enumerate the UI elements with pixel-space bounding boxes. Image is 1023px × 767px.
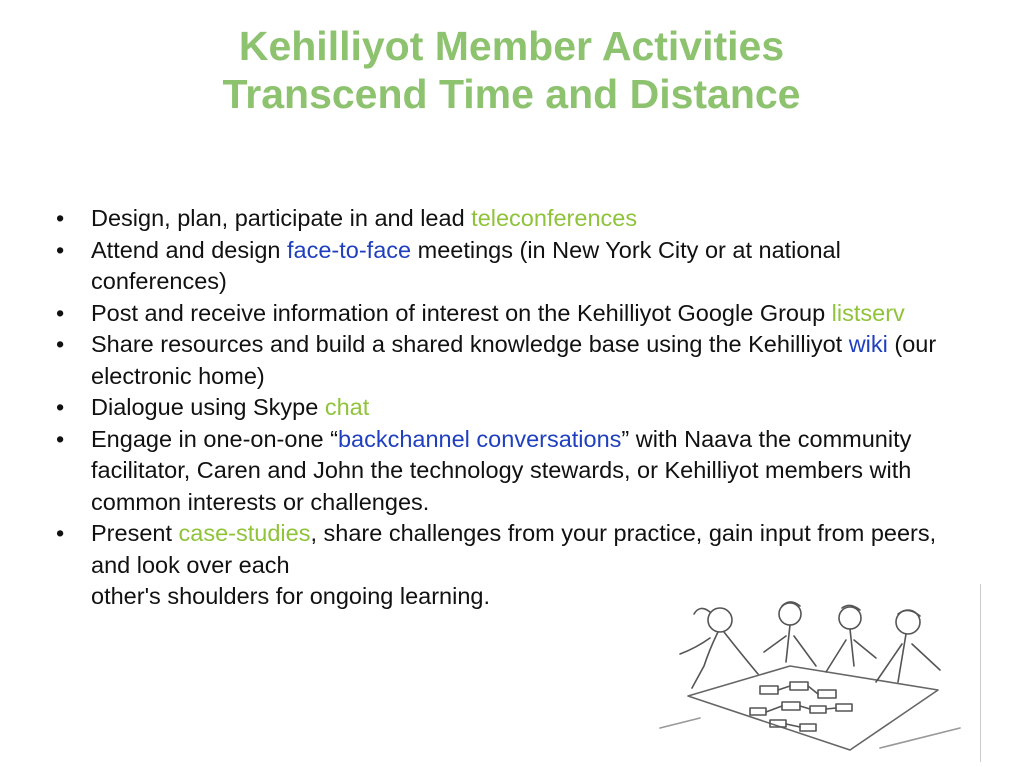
- highlight-term: backchannel conversations: [337, 425, 622, 452]
- bullet-dot: •: [56, 299, 65, 326]
- slide-title: [0, 22, 1023, 118]
- bullet-dot: •: [56, 394, 65, 420]
- highlight-term: chat: [324, 394, 370, 420]
- highlight-term: case-studies: [178, 520, 311, 546]
- bullet-text: Dialogue using Skype: [91, 394, 325, 420]
- bullet-text: other's shoulders for ongoing learning.: [91, 583, 491, 609]
- bullet-item: [56, 392, 966, 424]
- bullet-item: [56, 235, 966, 298]
- bullet-text: ” with Naava the community facilitator, Caren and John the technology stewards, or Kehilliyot members with common interests or challenges.: [91, 425, 912, 515]
- bullet-dot: •: [56, 205, 65, 231]
- bullet-text: (our electronic home): [91, 331, 937, 389]
- bullet-text: , share challenges from your practice, gain input from peers, and look over each: [91, 520, 937, 578]
- bullet-item: [56, 203, 966, 235]
- bullet-text: meetings (in New York City or at national conferences): [91, 236, 841, 294]
- bullet-item: [56, 424, 966, 519]
- title-line-1: Kehilliyot Member Activities: [238, 23, 785, 69]
- title-line-2: Transcend Time and Distance: [222, 71, 801, 117]
- bullet-item: [56, 329, 966, 392]
- bullet-text: Present: [91, 520, 179, 546]
- highlight-term: wiki: [848, 331, 888, 357]
- bullet-dot: •: [56, 331, 65, 357]
- bullet-text: Engage in one-on-one “: [91, 425, 338, 452]
- bullet-text: Post and receive information of interest on the Kehilliyot Google Group: [91, 299, 832, 326]
- bullet-text: Design, plan, participate in and lead: [91, 205, 472, 231]
- bullet-dot: •: [56, 236, 65, 263]
- bullet-text: Share resources and build a shared knowledge base using the Kehilliyot: [91, 331, 849, 357]
- highlight-term: listserv: [831, 299, 905, 326]
- highlight-term: face-to-face: [287, 236, 412, 263]
- bullet-dot: •: [56, 520, 65, 546]
- bullet-item: [56, 298, 966, 330]
- bullet-list: [56, 203, 966, 613]
- bullet-item: [56, 518, 966, 613]
- bullet-dot: •: [56, 425, 65, 452]
- highlight-term: teleconferences: [471, 205, 638, 231]
- bullet-text: Attend and design: [91, 236, 287, 263]
